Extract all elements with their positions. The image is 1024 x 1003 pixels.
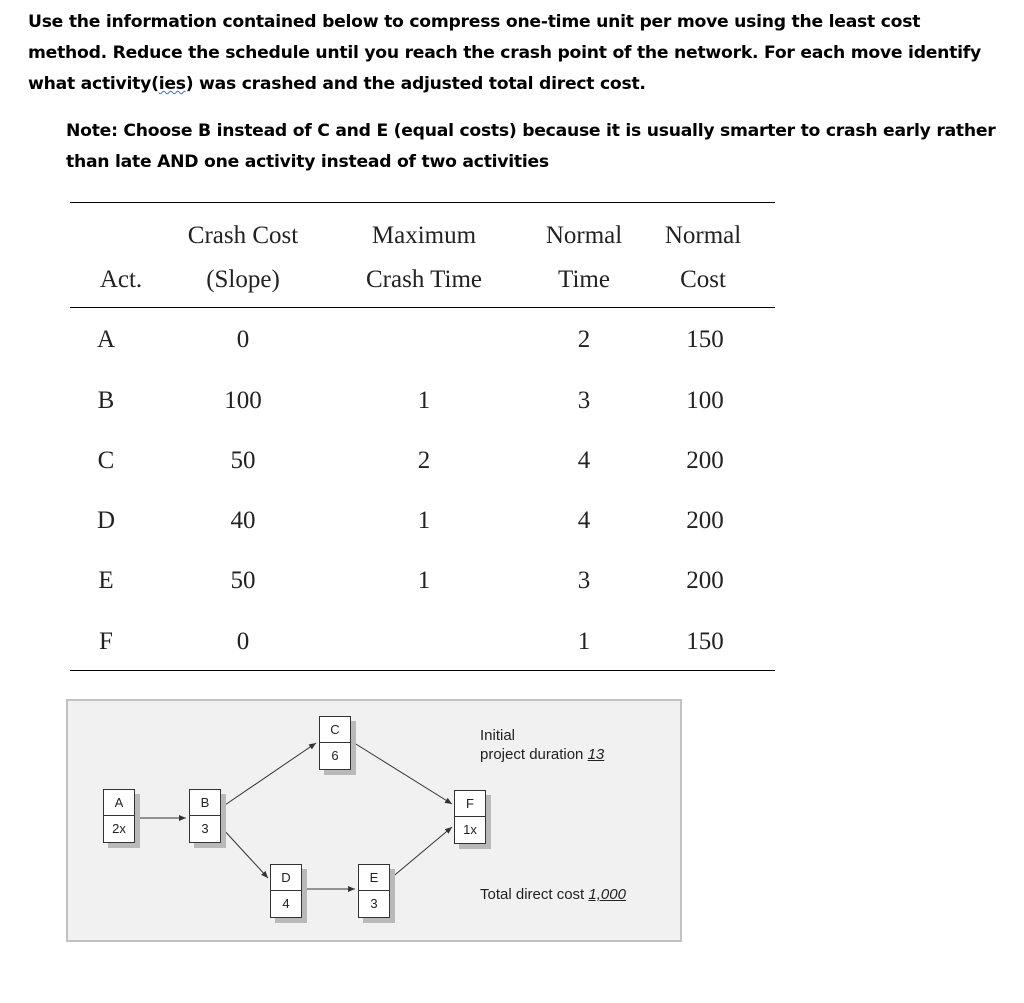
node-c-name: C (320, 717, 350, 743)
arrow-b-c (222, 743, 316, 807)
node-d-name: D (271, 865, 301, 891)
node-f-value: 1x (463, 822, 477, 837)
node-d (270, 864, 302, 918)
header-crash-time: Crash Time (365, 266, 483, 293)
header-slope: (Slope) (206, 266, 280, 293)
node-c-value: 6 (331, 748, 339, 763)
note-line-2: than late AND one activity instead of two activities (66, 152, 549, 172)
total-direct-cost-value: 1,000 (588, 886, 626, 903)
node-a (103, 789, 135, 843)
project-duration-value: 13 (587, 746, 605, 763)
node-e (358, 864, 390, 918)
total-direct-cost-text: Total direct cost (480, 886, 585, 903)
instructions-line-1: Use the information contained below to compress one-time unit per move using the least cost (28, 12, 921, 32)
node-f (454, 790, 486, 844)
project-duration-text: project duration (480, 746, 584, 763)
cell-normal-cost: 200 (686, 447, 724, 474)
node-d-value: 4 (282, 896, 290, 911)
cell-slope: 0 (236, 326, 250, 353)
cell-max-crash: 1 (417, 387, 431, 414)
cell-max-crash: 1 (417, 567, 431, 594)
arrow-c-f (351, 741, 452, 804)
node-a-value: 2x (112, 821, 126, 836)
instructions-line-3-start: what activity( (28, 74, 159, 94)
cell-slope: 40 (230, 507, 256, 534)
node-f-name: F (455, 791, 485, 817)
cell-max-crash: 1 (417, 507, 431, 534)
node-b-value: 3 (201, 821, 209, 836)
cell-normal-cost: 150 (686, 326, 724, 353)
header-normal-cost-2: Cost (680, 266, 726, 293)
cell-slope: 0 (236, 628, 250, 655)
table-bottom-rule (70, 670, 775, 671)
note (66, 116, 1021, 178)
cell-act: D (96, 507, 116, 534)
instructions-line-3-end: ) was crashed and the adjusted total direct cost. (185, 74, 646, 94)
cell-normal-time: 4 (577, 507, 591, 534)
total-direct-cost-label (480, 885, 626, 904)
header-normal-cost-1: Normal (664, 222, 742, 249)
cell-act: A (96, 326, 116, 353)
instructions-line-2: method. Reduce the schedule until you reach the crash point of the network. For each move identify (28, 43, 981, 63)
cell-act: C (97, 447, 115, 474)
network-diagram (66, 699, 682, 942)
header-normal-time-1: Normal (545, 222, 623, 249)
node-b-name: B (190, 790, 220, 816)
cell-slope: 100 (224, 387, 262, 414)
cell-slope: 50 (230, 447, 256, 474)
arrow-e-f (390, 827, 452, 879)
instructions (28, 7, 1018, 100)
cell-normal-time: 1 (577, 628, 591, 655)
table-header-rule (70, 307, 775, 308)
project-duration-label (480, 726, 604, 764)
node-e-name: E (359, 865, 389, 891)
project-duration-label-1: Initial (480, 727, 516, 744)
header-normal-time-2: Time (558, 266, 610, 293)
node-c (319, 716, 351, 770)
note-line-1: Note: Choose B instead of C and E (equal costs) because it is usually smarter to crash early rather (66, 121, 996, 141)
cell-normal-time: 4 (577, 447, 591, 474)
cell-normal-cost: 100 (686, 387, 724, 414)
cell-normal-time: 2 (577, 326, 591, 353)
cell-max-crash: 2 (417, 447, 431, 474)
cell-normal-cost: 200 (686, 507, 724, 534)
node-b (189, 789, 221, 843)
header-crash-cost: Crash Cost (187, 222, 299, 249)
node-a-name: A (104, 790, 134, 816)
spellcheck-underlined-word: ies (158, 74, 186, 94)
header-maximum: Maximum (371, 222, 477, 249)
header-act: Act. (99, 266, 143, 293)
instructions-line-3 (28, 69, 1018, 100)
cell-normal-time: 3 (577, 567, 591, 594)
cell-act: F (99, 628, 113, 655)
cell-act: B (97, 387, 115, 414)
node-e-value: 3 (370, 896, 378, 911)
cell-normal-cost: 200 (686, 567, 724, 594)
project-duration-label-2 (480, 745, 604, 764)
cell-normal-cost: 150 (686, 628, 724, 655)
arrow-b-d (222, 828, 268, 878)
table-top-rule (70, 202, 775, 203)
cell-slope: 50 (230, 567, 256, 594)
cell-normal-time: 3 (577, 387, 591, 414)
cell-act: E (98, 567, 114, 594)
